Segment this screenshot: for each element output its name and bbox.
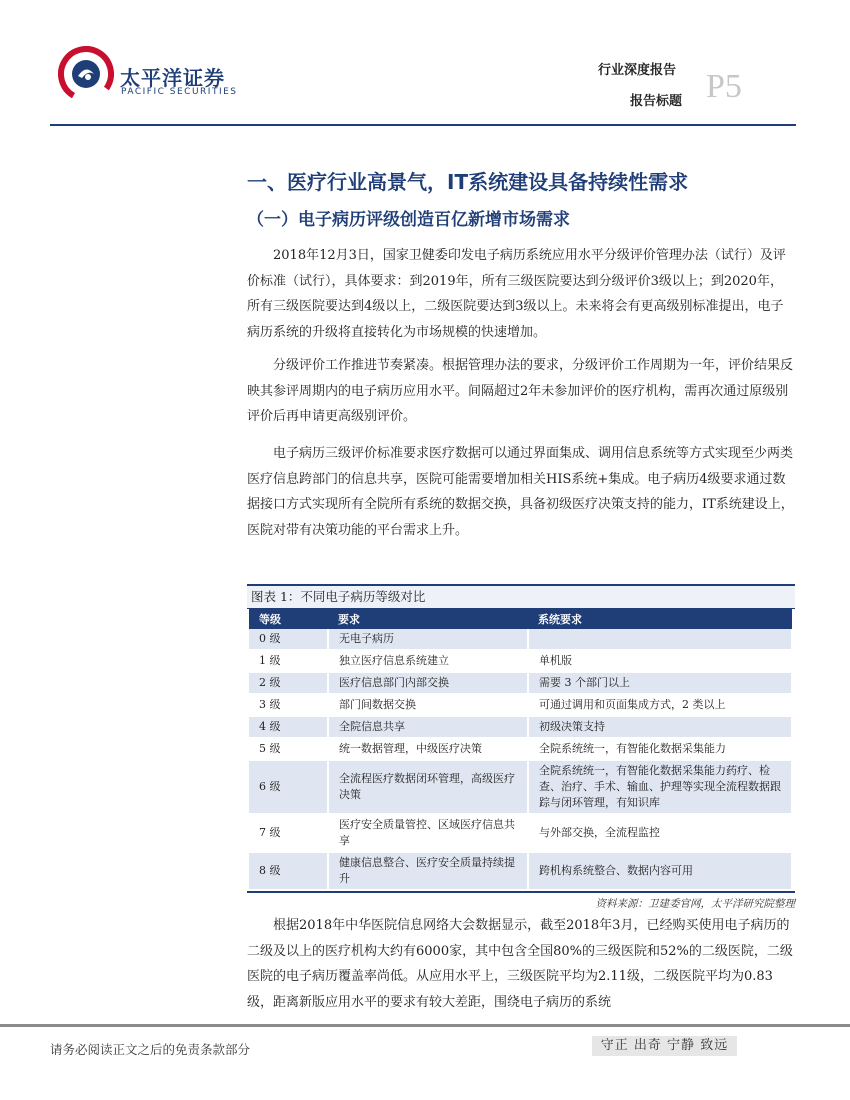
header-divider — [50, 124, 796, 126]
grade-cell: 5 级 — [249, 738, 328, 760]
table-row — [249, 814, 792, 852]
page-number: P5 — [706, 68, 742, 105]
page-header — [0, 0, 850, 130]
system-requirement-cell: 与外部交换，全流程监控 — [528, 814, 792, 852]
table-row — [249, 716, 792, 738]
grade-cell: 0 级 — [249, 629, 328, 650]
column-header-requirement: 要求 — [328, 609, 528, 629]
system-requirement-cell: 全院系统统一，有智能化数据采集能力药疗、检查、治疗、手术、输血、护理等实现全流程数据跟踪与闭环管理，有知识库 — [528, 760, 792, 814]
figure-emr-grade-comparison — [247, 584, 795, 911]
brand-name-en: PACIFIC SECURITIES — [121, 87, 238, 97]
footer-divider — [0, 1024, 850, 1027]
body-paragraph: 2018年12月3日，国家卫健委印发电子病历系统应用水平分级评价管理办法（试行）及评价标准（试行），具体要求：到2019年，所有三级医院要达到分级评价3级以上；到2020年，所有三级医院要达到4级以上，二级医院要达到3级以上。未来将会有更高级别标准提出，电子病历系统的升级将直接转化为市场规模的快速增加。 — [247, 248, 786, 340]
column-header-grade: 等级 — [249, 609, 328, 629]
body-paragraph: 根据2018年中华医院信息网络大会数据显示，截至2018年3月，已经购买使用电子病历的二级及以上的医疗机构大约有6000家，其中包含全国80%的三级医院和52%的二级医院，二级医院的电子病历覆盖率尚低。从应用水平上，三级医院平均为2.11级，二级医院平均为0.83级，距离新版应用水平的要求有较大差距，围绕电子病历的系统 — [247, 918, 793, 1010]
figure-title: 图表 1：不同电子病历等级对比 — [247, 584, 795, 609]
brand-name-cn: 太平洋证券 — [120, 66, 225, 90]
figure-source: 资料来源：卫建委官网，太平洋研究院整理 — [595, 898, 795, 910]
system-requirement-cell: 单机版 — [528, 650, 792, 672]
report-type: 行业深度报告 — [598, 63, 677, 78]
pacific-securities-logo — [58, 46, 114, 102]
grade-cell: 8 级 — [249, 852, 328, 890]
system-requirement-cell: 初级决策支持 — [528, 716, 792, 738]
body-paragraph: 电子病历三级评价标准要求医疗数据可以通过界面集成、调用信息系统等方式实现至少两类医疗信息跨部门的信息共享，医院可能需要增加相关HIS系统+集成。电子病历4级要求通过数据接口方式实现所有全院所有系统的数据交换，具备初级医疗决策支持的能力，IT系统建设上，医院对带有决策功能的平台需求上升。 — [247, 446, 794, 538]
table-row — [249, 738, 792, 760]
grade-cell: 4 级 — [249, 716, 328, 738]
table-row — [249, 629, 792, 650]
table-row — [249, 760, 792, 814]
table-row — [249, 694, 792, 716]
grade-cell: 2 级 — [249, 672, 328, 694]
column-header-system-requirement: 系统要求 — [528, 609, 792, 629]
requirement-cell: 独立医疗信息系统建立 — [328, 650, 528, 672]
requirement-cell: 医疗信息部门内部交换 — [328, 672, 528, 694]
system-requirement-cell: 全院系统统一，有智能化数据采集能力 — [528, 738, 792, 760]
system-requirement-cell: 需要 3 个部门以上 — [528, 672, 792, 694]
subsection-heading: （一）电子病历评级创造百亿新增市场需求 — [247, 210, 570, 230]
grade-cell: 1 级 — [249, 650, 328, 672]
requirement-cell: 全流程医疗数据闭环管理，高级医疗决策 — [328, 760, 528, 814]
footer-motto: 守正 出奇 宁静 致远 — [592, 1036, 737, 1056]
system-requirement-cell: 可通过调用和页面集成方式，2 类以上 — [528, 694, 792, 716]
table-row — [249, 672, 792, 694]
grade-cell: 6 级 — [249, 760, 328, 814]
table-row — [249, 650, 792, 672]
report-title: 报告标题 — [630, 94, 683, 109]
requirement-cell: 部门间数据交换 — [328, 694, 528, 716]
system-requirement-cell: 跨机构系统整合、数据内容可用 — [528, 852, 792, 890]
requirement-cell: 医疗安全质量管控、区域医疗信息共享 — [328, 814, 528, 852]
requirement-cell: 全院信息共享 — [328, 716, 528, 738]
table-header-row — [249, 609, 792, 629]
requirement-cell: 无电子病历 — [328, 629, 528, 650]
grade-table — [249, 609, 793, 891]
requirement-cell: 统一数据管理，中级医疗决策 — [328, 738, 528, 760]
grade-cell: 3 级 — [249, 694, 328, 716]
body-paragraph: 分级评价工作推进节奏紧凑。根据管理办法的要求，分级评价工作周期为一年，评价结果反映其参评周期内的电子病历应用水平。间隔超过2年未参加评价的医疗机构，需再次通过原级别评价后再申请更高级别评价。 — [247, 358, 794, 424]
section-heading: 一、医疗行业高景气，IT系统建设具备持续性需求 — [247, 170, 689, 194]
system-requirement-cell — [528, 629, 792, 650]
grade-cell: 7 级 — [249, 814, 328, 852]
requirement-cell: 健康信息整合、医疗安全质量持续提升 — [328, 852, 528, 890]
footer-disclaimer: 请务必阅读正文之后的免责条款部分 — [50, 1042, 251, 1057]
table-row — [249, 852, 792, 890]
